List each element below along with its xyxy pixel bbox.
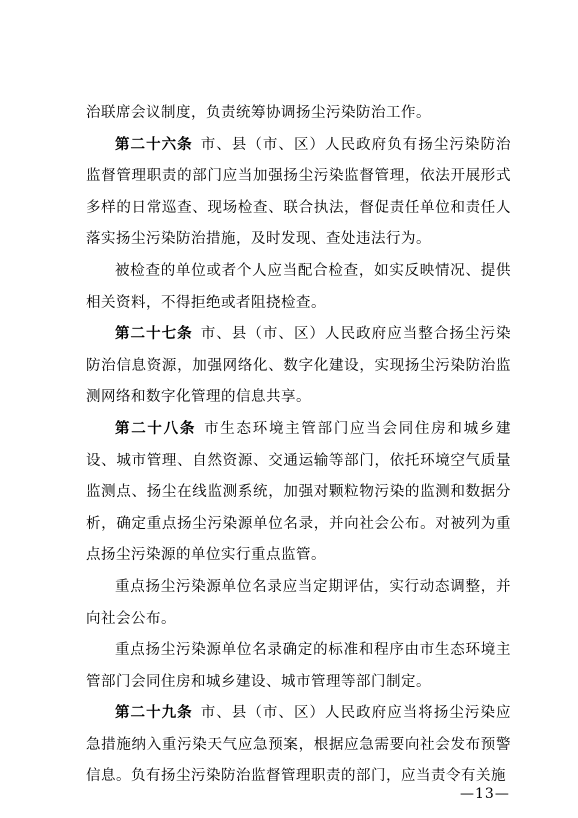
article-heading: 第二十六条: [115, 136, 193, 153]
paragraph-text: 市、县（市、区）人民政府应当整合扬尘污染防治信息资源，加强网络化、数字化建设，实现扬尘污染防治监测网络和数字化管理的信息共享。: [86, 326, 512, 406]
paragraph-text: 重点扬尘污染源单位名录确定的标准和程序由市生态环境主管部门会同住房和城乡建设、城市管理等部门制定。: [86, 642, 511, 690]
paragraph-text: 重点扬尘污染源单位名录应当定期评估，实行动态调整，并向社会公布。: [86, 578, 511, 627]
paragraph-text: 市、县（市、区）人民政府应当将扬尘污染应急措施纳入重污染天气应急预案，根据应急需要向社会发布预警信息。负有扬尘污染防治监督管理职责的部门，应当责令有关施: [86, 705, 512, 785]
article-29: [86, 698, 511, 793]
paragraph-text: 被检查的单位或者个人应当配合检查，如实反映情况、提供相关资料，不得拒绝或者阻挠检查。: [86, 262, 511, 311]
paragraph: [86, 256, 511, 319]
article-27: [86, 319, 511, 414]
paragraph-text: 治联席会议制度，负责统筹协调扬尘污染防治工作。: [86, 105, 431, 121]
paragraph: [86, 635, 511, 698]
paragraph: [86, 572, 511, 635]
page-number: —13—: [460, 786, 510, 802]
body-text: [86, 98, 511, 793]
paragraph-text: 市、县（市、区）人民政府负有扬尘污染防治监督管理职责的部门应当加强扬尘污染监督管理，依法开展形式多样的日常巡查、现场检查、联合执法，督促责任单位和责任人落实扬尘污染防治措施，及时发现、查处违法行为。: [86, 136, 512, 248]
paragraph-text: 市生态环境主管部门应当会同住房和城乡建设、城市管理、自然资源、交通运输等部门，依托环境空气质量监测点、扬尘在线监测系统，加强对颗粒物污染的监测和数据分析，确定重点扬尘污染源单位名录，并向社会公布。对被列为重点扬尘污染源的单位实行重点监管。: [86, 420, 512, 564]
article-heading: 第二十八条: [115, 420, 197, 437]
article-28: [86, 414, 511, 572]
paragraph-continuation: [86, 98, 511, 130]
article-heading: 第二十九条: [115, 705, 193, 722]
article-26: [86, 130, 511, 256]
article-heading: 第二十七条: [115, 326, 193, 343]
